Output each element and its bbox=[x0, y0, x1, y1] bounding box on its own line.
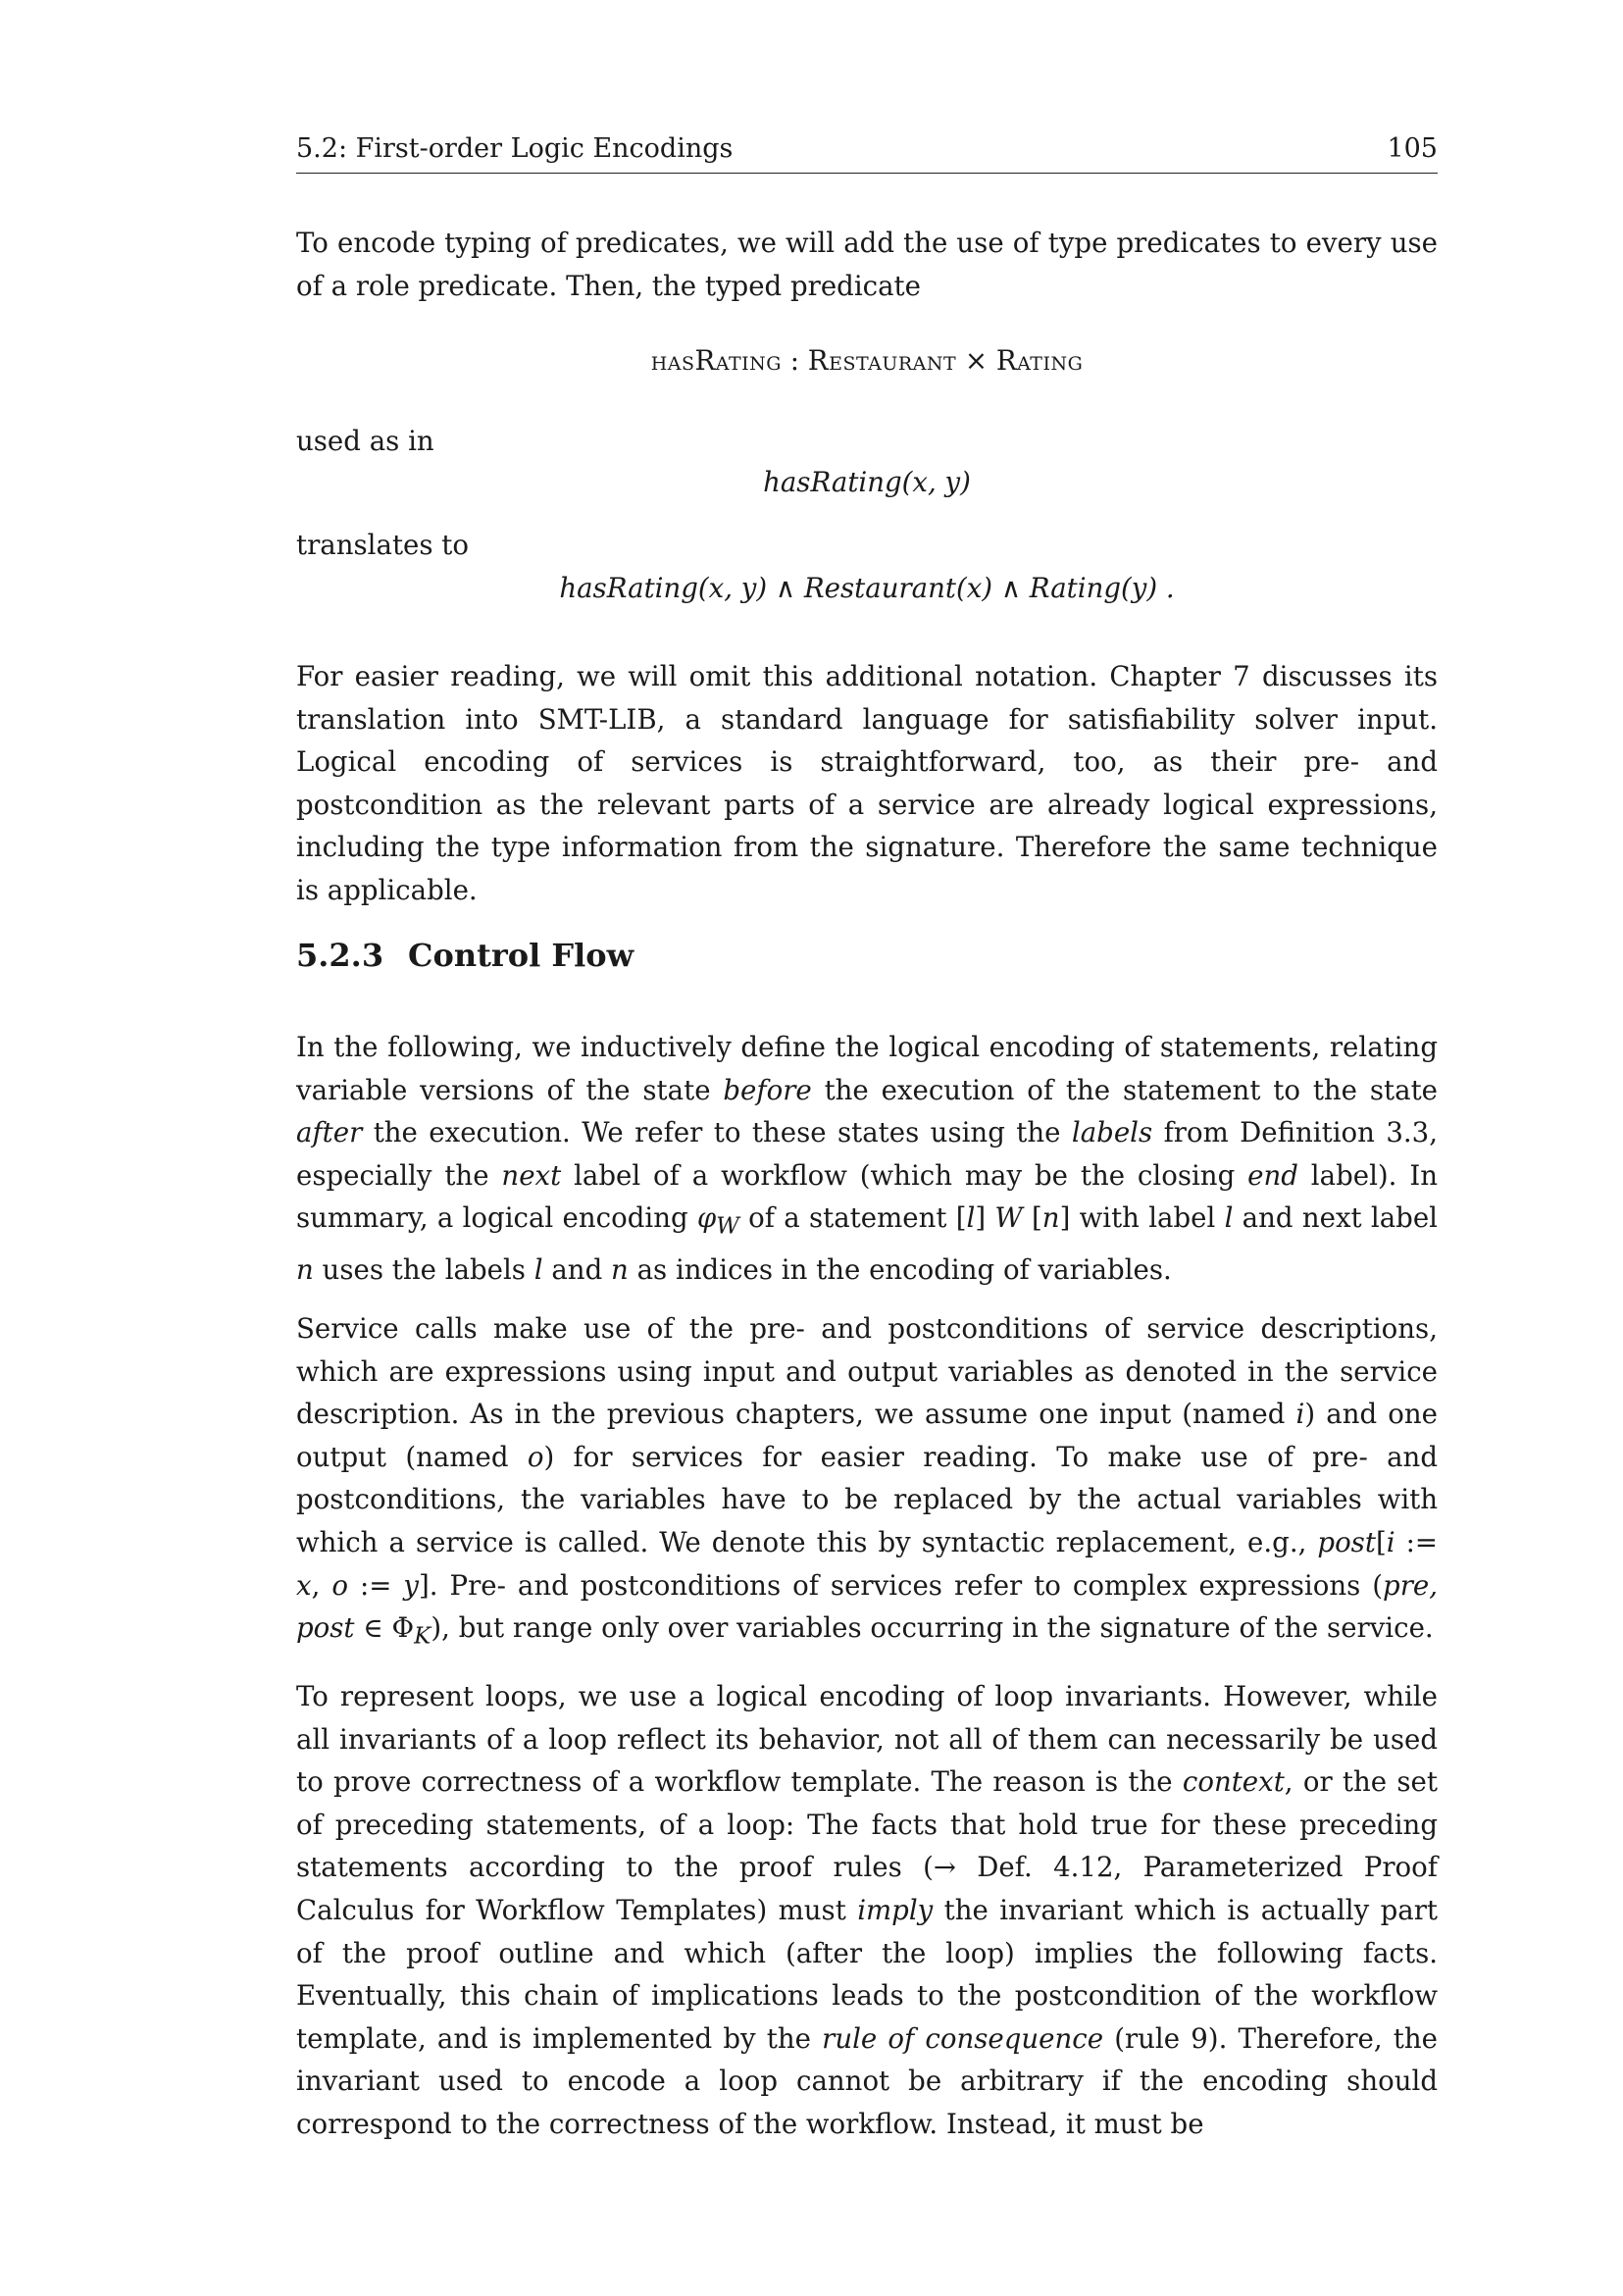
used-as-in-label: used as in bbox=[296, 425, 434, 457]
predicate-name: hasRating bbox=[650, 344, 782, 377]
section-heading bbox=[296, 934, 634, 977]
translates-to-formula bbox=[296, 567, 1438, 610]
predicate-times: × bbox=[956, 344, 996, 377]
predicate-domain: Restaurant bbox=[807, 344, 957, 377]
service-calls-paragraph: Service calls make use of the pre- and postconditions of service descriptions, which are expressions using input and output variables as denoted in the service description. As in the previous chapters, we assume one input (named i) and one output (named o) for services for easier reading. To make use of pre- and postconditions, the variables have to be replaced by the actual variables with which a service is called. We denote this by syntactic replacement, e.g., post[i := x, o := y]. Pre- and postconditions of services refer to complex expressions (pre, post ∈ $\Phi_K$), but range only over variables occurring in the signature of the service. bbox=[296, 1312, 1439, 1650]
header-section-title: 5.2: First-order Logic Encodings bbox=[296, 133, 734, 164]
control-flow-paragraph: In the following, we inductively define the logical encoding of statements, relating variable versions of the state before the execution of the statement to the state after the execution. We refer to these states using the labels from Definition 3.3, especially the next label of a workflow (which may be the closing end label). In summary, a logical encoding $\varphi_W$ of a statement [l] W [n] with label l and next label n uses the labels l and n as indices in the encoding of variables. bbox=[296, 1031, 1438, 1287]
translates-to-label: translates to bbox=[296, 529, 469, 561]
section-title: Control Flow bbox=[408, 937, 634, 974]
typed-predicate-formula bbox=[296, 339, 1438, 383]
used-as-in-expression: hasRating(x, y) bbox=[763, 466, 971, 498]
predicate-colon: : bbox=[781, 344, 808, 377]
predicate-range: Rating bbox=[995, 344, 1084, 377]
intro-paragraph: To encode typing of predicates, we will add the use of type predicates to every use of a role predicate. Then, the typed predicate bbox=[296, 227, 1438, 302]
loops-paragraph: To represent loops, we use a logical encoding of loop invariants. However, while all invariants of a loop reflect its behavior, not all of them can necessarily be used to prove correctness of a workflow template. The reason is the context, or the set of preceding statements, of a loop: The facts that hold true for these preceding statements according to the proof rules (→ Def. 4.12, Parameterized Proof Calculus for Workflow Templates) must imply the invariant which is actually part of the proof outline and which (after the loop) implies the following facts. Eventually, this chain of implications leads to the postcondition of the workflow template, and is implemented by the rule of consequence (rule 9). Therefore, the invariant used to encode a loop cannot be arbitrary if the encoding should correspond to the correctness of the workflow. Instead, it must be bbox=[296, 1680, 1438, 2140]
page-number: 105 bbox=[1387, 133, 1438, 164]
easier-reading-paragraph: For easier reading, we will omit this additional notation. Chapter 7 discusses its translation into SMT-LIB, a standard language for satisfiability solver input. Logical encoding of services is straightforward, too, as their pre- and postcondition as the relevant parts of a service are already logical expressions, including the type information from the signature. Therefore the same technique is applicable. bbox=[296, 660, 1438, 906]
running-header bbox=[296, 129, 1438, 174]
translates-to-expression: hasRating(x, y) ∧ Restaurant(x) ∧ Rating(y) . bbox=[559, 572, 1175, 604]
used-as-in-formula bbox=[296, 461, 1438, 504]
section-number: 5.2.3 bbox=[296, 937, 384, 974]
